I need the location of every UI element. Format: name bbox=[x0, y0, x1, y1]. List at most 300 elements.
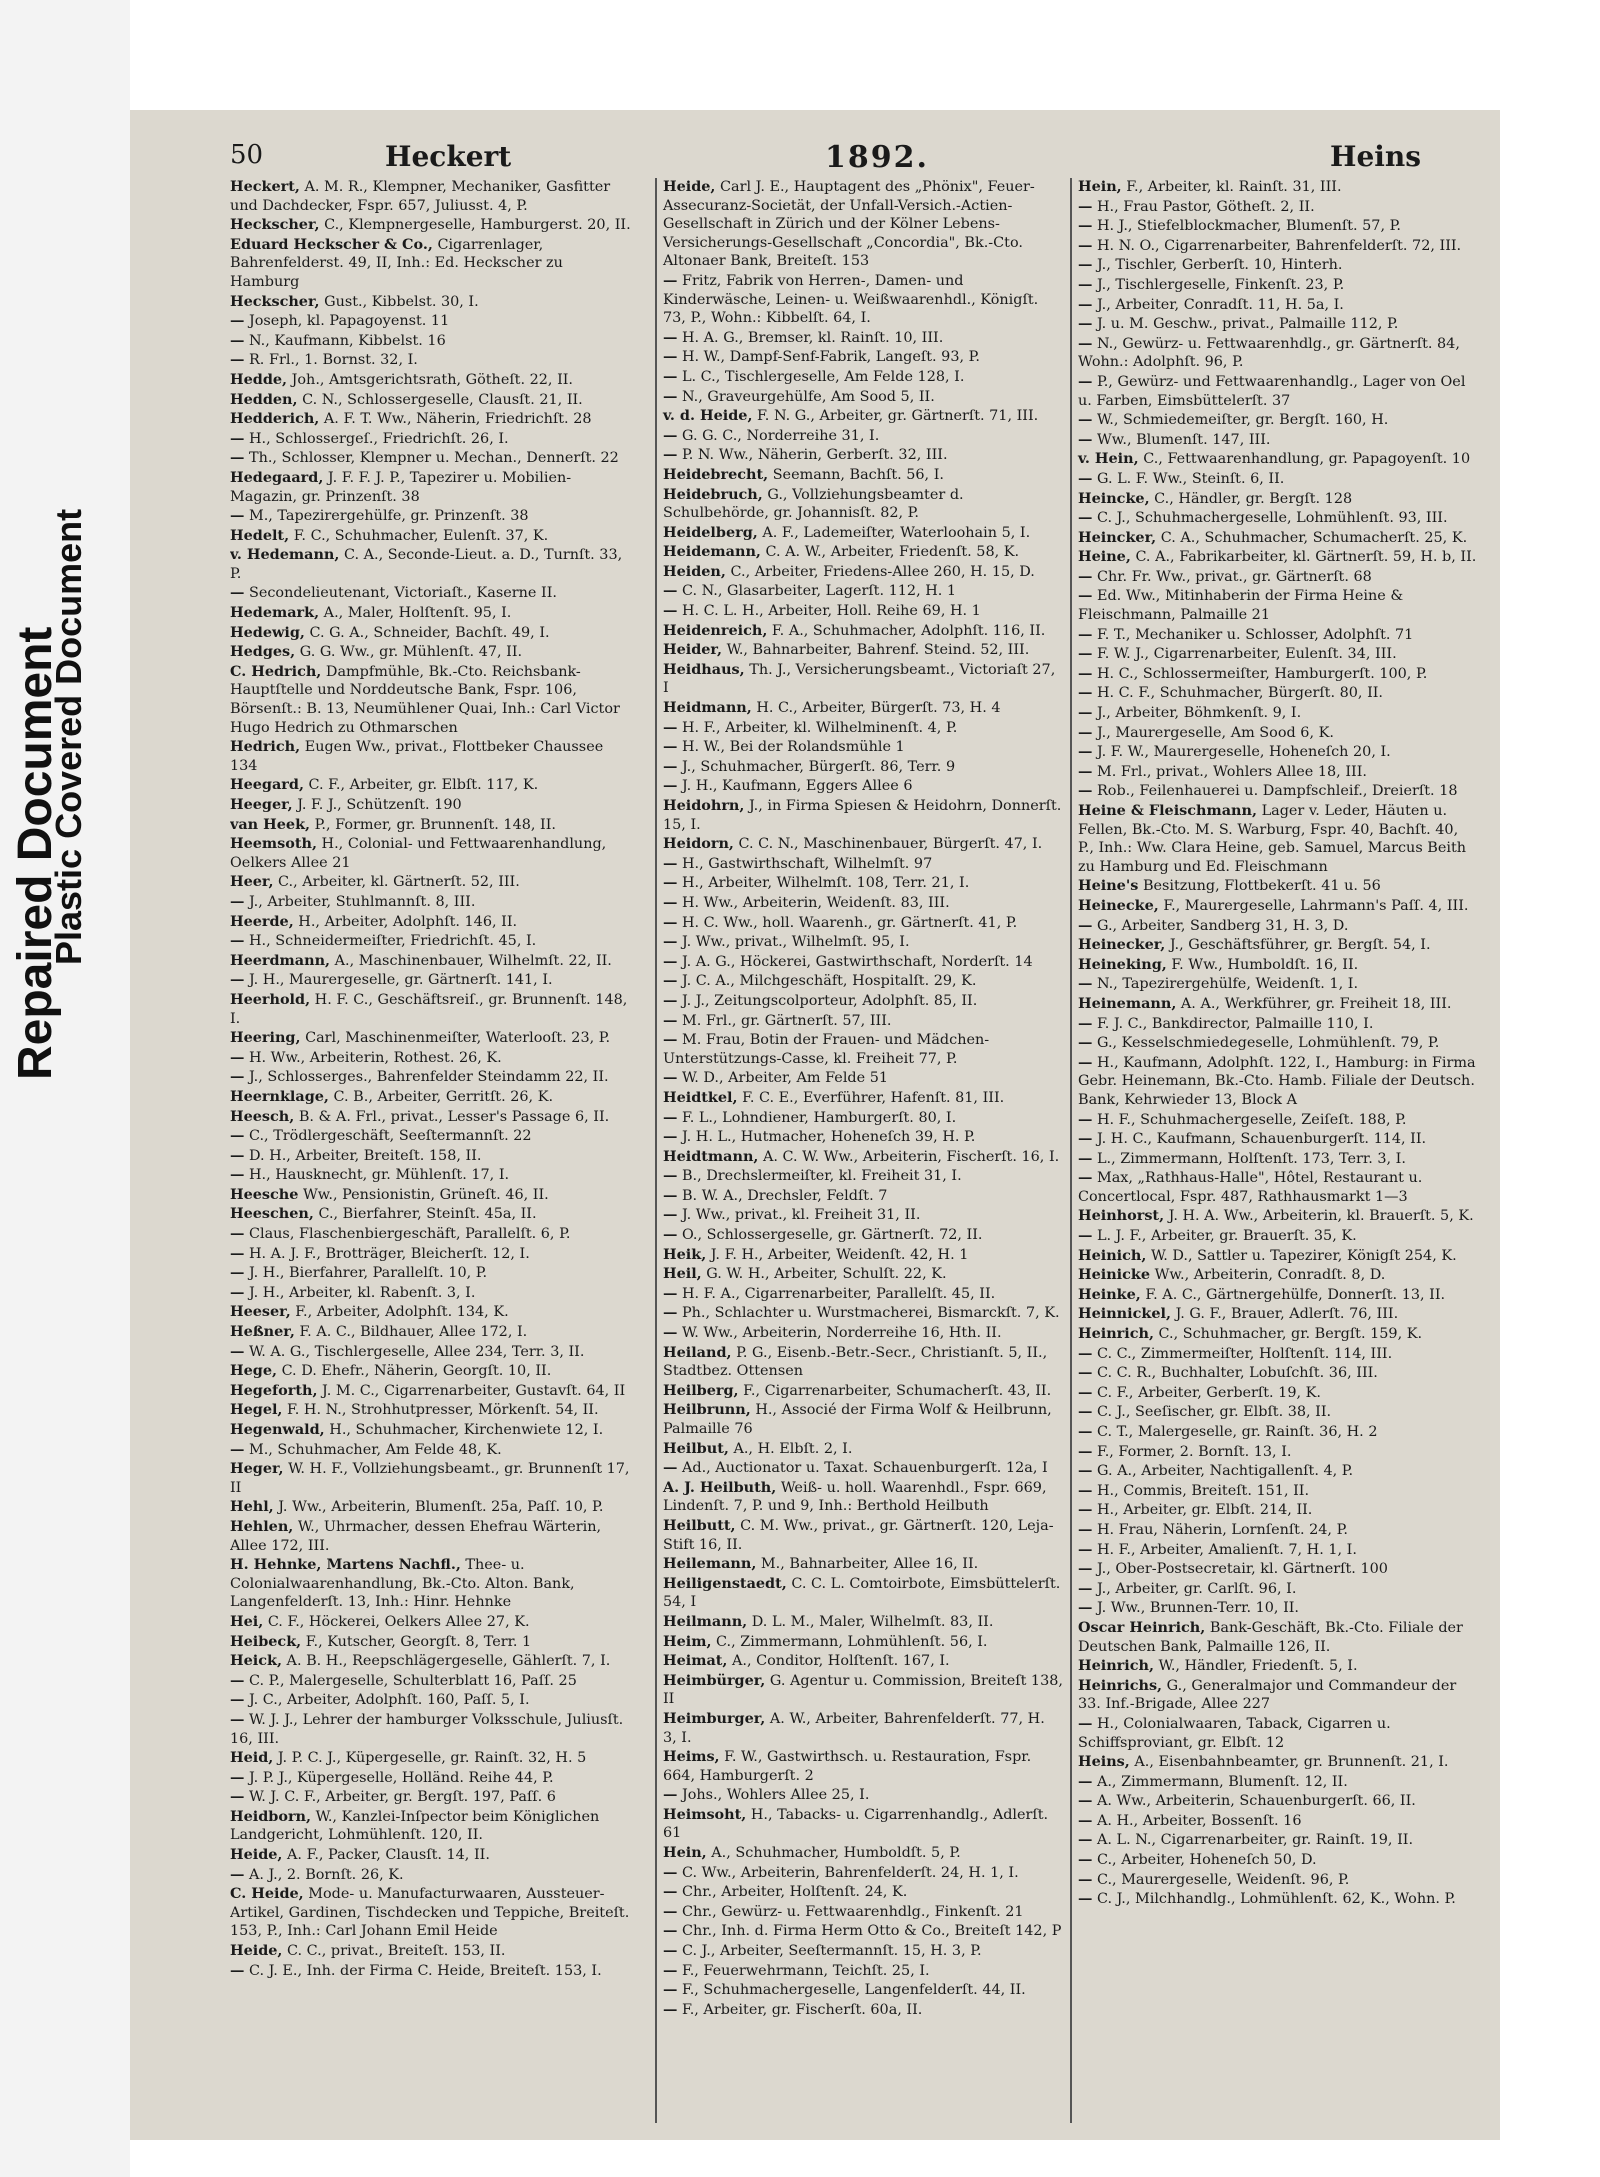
entry-name: Heimat, bbox=[663, 1652, 728, 1670]
entry-details: H., Colonial- und Fettwaarenhandlung, Oelkers Allee 21 bbox=[230, 836, 607, 871]
directory-entry bbox=[1078, 1501, 1478, 1520]
directory-entry bbox=[230, 776, 635, 795]
directory-entry bbox=[1078, 587, 1478, 624]
directory-entry bbox=[230, 507, 635, 526]
directory-entry bbox=[1078, 1521, 1478, 1540]
directory-entry bbox=[663, 1440, 1063, 1459]
entry-name: — bbox=[1078, 1540, 1093, 1558]
entry-name: — bbox=[1078, 411, 1093, 429]
entry-name: Heerde, bbox=[230, 912, 294, 930]
directory-entry bbox=[663, 874, 1063, 893]
entry-name: — bbox=[230, 1671, 245, 1689]
entry-details: F., Cigarrenarbeiter, Schumacherſt. 43, II. bbox=[743, 1382, 1052, 1399]
entry-name: — bbox=[1078, 295, 1093, 313]
directory-entry bbox=[1078, 1364, 1478, 1383]
entry-details: B. & A. Frl., privat., Lesser's Passage 6, II. bbox=[298, 1108, 610, 1125]
directory-entry bbox=[230, 932, 635, 951]
entry-name: Heeger, bbox=[230, 796, 293, 813]
directory-entry bbox=[230, 1421, 635, 1440]
entry-name: — bbox=[1078, 197, 1093, 215]
entry-details: F. H. N., Strohhutpresser, Mörkenſt. 54, II. bbox=[287, 1402, 599, 1419]
directory-entry bbox=[663, 466, 1063, 485]
entry-details: Ed. Ww., Mitinhaberin der Firma Heine & Fleischmann, Palmaille 21 bbox=[1078, 588, 1404, 624]
directory-entry bbox=[663, 1167, 1063, 1186]
entry-details: J., Arbeiter, Stuhlmannſt. 8, III. bbox=[248, 893, 476, 910]
entry-details: H. C. F., Schuhmacher, Bürgerſt. 80, II. bbox=[1096, 685, 1384, 702]
entry-name: — bbox=[230, 1865, 245, 1883]
entry-name: — bbox=[663, 991, 678, 1009]
entry-name: Hedegaard, bbox=[230, 468, 324, 486]
entry-details: A., Maler, Holſtenſt. 95, I. bbox=[323, 605, 512, 622]
directory-entry bbox=[230, 1186, 635, 1205]
side-banner bbox=[0, 0, 130, 2177]
entry-details: J. F. W., Maurergeselle, Hoheneſch 20, I. bbox=[1096, 744, 1391, 761]
entry-details: G., Vollziehungsbeamter d. Schulbehörde, gr. Johannisſt. 82, P. bbox=[663, 486, 964, 522]
directory-entry bbox=[230, 1382, 635, 1401]
entry-name: — bbox=[1078, 1364, 1093, 1382]
directory-entry bbox=[230, 449, 635, 468]
entry-name: Heinecker, bbox=[1078, 936, 1166, 954]
directory-entry bbox=[1078, 1207, 1478, 1226]
entry-details: H. F. A., Cigarrenarbeiter, Parallelſt. 45, II. bbox=[681, 1285, 996, 1302]
entry-details: Joseph, kl. Papagoyenst. 11 bbox=[248, 313, 450, 330]
directory-entry bbox=[663, 1786, 1063, 1805]
year-heading: 1892. bbox=[825, 140, 929, 175]
entry-details: A. M. R., Klempner, Mechaniker, Gasfitter und Dachdecker, Fspr. 657, Juliusst. 4, P. bbox=[230, 179, 611, 214]
directory-entry bbox=[230, 584, 635, 603]
entry-name: — bbox=[663, 893, 678, 911]
entry-name: Hehlen, bbox=[230, 1517, 294, 1535]
directory-entry bbox=[230, 1846, 635, 1865]
entry-name: v. d. Heide, bbox=[663, 407, 753, 425]
entry-details: H., Arbeiter, Adolphſt. 146, II. bbox=[298, 913, 518, 930]
directory-entry bbox=[663, 1285, 1063, 1304]
directory-entry bbox=[1078, 1715, 1478, 1752]
entry-details: H. N. O., Cigarrenarbeiter, Bahrenfelderſt. 72, III. bbox=[1096, 237, 1462, 254]
directory-entry bbox=[663, 486, 1063, 523]
entry-name: — bbox=[230, 584, 245, 602]
directory-entry bbox=[230, 1362, 635, 1381]
entry-name: — bbox=[663, 972, 678, 990]
directory-entry bbox=[1078, 1111, 1478, 1130]
directory-entry bbox=[1078, 1851, 1478, 1870]
entry-name: H. Hehnke, Martens Nachfl., bbox=[230, 1556, 461, 1574]
entry-name: Hegenwald, bbox=[230, 1421, 325, 1438]
entry-details: C. G. A., Schneider, Bachſt. 49, I. bbox=[309, 624, 550, 641]
entry-name: — bbox=[230, 1283, 245, 1301]
entry-name: — bbox=[663, 1206, 678, 1224]
left-running-head: Heckert bbox=[385, 140, 512, 173]
entry-details: J. A. G., Höckerei, Gastwirthschaft, Norderſt. 14 bbox=[681, 953, 1033, 970]
entry-name: Heer, bbox=[230, 873, 274, 891]
directory-entry bbox=[1078, 490, 1478, 509]
directory-entry bbox=[663, 524, 1063, 543]
entry-details: F., Arbeiter, gr. Fischerſt. 60a, II. bbox=[681, 2001, 923, 2018]
entry-name: — bbox=[663, 582, 678, 600]
entry-name: — bbox=[663, 738, 678, 756]
entry-name: Heidemann, bbox=[663, 543, 761, 561]
directory-entry bbox=[663, 1226, 1063, 1245]
directory-entry bbox=[663, 602, 1063, 621]
directory-entry bbox=[230, 952, 635, 971]
entry-details: Claus, Flaschenbiergeschäft, Parallelſt. 6, P. bbox=[248, 1226, 571, 1243]
entry-details: J. F. F. J. P., Tapezirer u. Mobilien-Magazin, gr. Prinzenſt. 38 bbox=[230, 469, 572, 505]
directory-entry bbox=[663, 1864, 1063, 1883]
entry-details: Chr., Arbeiter, Holſtenſt. 24, K. bbox=[681, 1884, 908, 1901]
entry-details: J. Ww., privat., Wilhelmſt. 95, I. bbox=[681, 934, 910, 951]
entry-details: A. A., Werkführer, gr. Freiheit 18, III. bbox=[1180, 995, 1452, 1012]
entry-name: Hei, bbox=[230, 1612, 264, 1630]
entry-name: — bbox=[1078, 1130, 1093, 1148]
directory-entry bbox=[1078, 782, 1478, 801]
entry-details: G. G. C., Norderreihe 31, I. bbox=[681, 427, 880, 444]
directory-entry bbox=[230, 1460, 635, 1497]
directory-entry bbox=[663, 1575, 1063, 1612]
directory-entry bbox=[230, 1343, 635, 1362]
entry-details: C. N., Schlossergeselle, Clausſt. 21, II. bbox=[302, 391, 583, 408]
entry-name: Heine's bbox=[1078, 877, 1139, 895]
entry-details: P., Former, gr. Brunnenſt. 148, II. bbox=[314, 816, 556, 833]
entry-details: C., Klempnergeselle, Hamburgerst. 20, II. bbox=[324, 217, 631, 234]
entry-name: Heidorn, bbox=[663, 835, 734, 853]
entry-details: J. M. C., Cigarrenarbeiter, Gustavſt. 64, II bbox=[322, 1382, 626, 1399]
directory-entry bbox=[230, 410, 635, 429]
directory-entry bbox=[230, 312, 635, 331]
entry-name: Heilbrunn, bbox=[663, 1401, 751, 1419]
entry-name: Hedde, bbox=[230, 370, 288, 388]
entry-name: — bbox=[1078, 1870, 1093, 1888]
directory-entry bbox=[230, 1652, 635, 1671]
entry-details: Ww., Pensionistin, Grüneſt. 46, II. bbox=[302, 1186, 549, 1203]
directory-entry bbox=[1078, 335, 1478, 372]
entry-details: H. A. G., Bremser, kl. Rainſt. 10, III. bbox=[681, 329, 944, 346]
entry-name: v. Hedemann, bbox=[230, 546, 340, 564]
entry-name: — bbox=[1078, 1579, 1093, 1597]
directory-entry bbox=[663, 894, 1063, 913]
entry-details: F. W. J., Cigarrenarbeiter, Eulenſt. 34, III. bbox=[1096, 646, 1397, 663]
entry-details: J. Ww., privat., kl. Freiheit 31, II. bbox=[681, 1207, 921, 1224]
directory-entry bbox=[230, 1068, 635, 1087]
entry-details: Cigarrenlager, Bahrenfelderst. 49, II, Inh.: Ed. Heckscher zu Hamburg bbox=[230, 236, 563, 290]
entry-details: J. H., Kaufmann, Eggers Allee 6 bbox=[681, 778, 913, 795]
entry-details: F. C. E., Everführer, Hafenſt. 81, III. bbox=[742, 1089, 1005, 1106]
entry-name: — bbox=[1078, 1792, 1093, 1810]
directory-entry bbox=[663, 407, 1063, 426]
entry-name: — bbox=[663, 1863, 678, 1881]
entry-name: Heik, bbox=[663, 1245, 707, 1263]
entry-details: G., Generalmajor und Commandeur der 33. Inf.-Brigade, Allee 227 bbox=[1078, 1677, 1457, 1713]
entry-name: — bbox=[1078, 723, 1093, 741]
directory-entry bbox=[230, 1711, 635, 1748]
entry-details: G. G. Ww., gr. Mühlenſt. 47, II. bbox=[299, 644, 523, 661]
entry-name: Heidtmann, bbox=[663, 1147, 759, 1165]
directory-entry bbox=[1078, 956, 1478, 975]
banner-line-repaired: Repaired Document bbox=[9, 626, 62, 1080]
entry-name: Heidelberg, bbox=[663, 523, 758, 541]
directory-entry bbox=[663, 1304, 1063, 1323]
directory-entry bbox=[1078, 645, 1478, 664]
entry-details: F. W., Gastwirthsch. u. Restauration, Fspr. 664, Hamburgerſt. 2 bbox=[663, 1749, 1032, 1784]
entry-details: Besitzung, Flottbekerſt. 41 u. 56 bbox=[1142, 878, 1381, 895]
directory-entry bbox=[1078, 936, 1478, 955]
entry-name: — bbox=[663, 1922, 678, 1940]
entry-details: O., Schlossergeselle, gr. Gärtnerſt. 72, II. bbox=[681, 1227, 983, 1244]
entry-name: — bbox=[230, 331, 245, 349]
entry-details: H. W., Dampf-Senf-Fabrik, Langeſt. 93, P. bbox=[681, 349, 980, 366]
directory-entry bbox=[1078, 548, 1478, 567]
directory-entry bbox=[1078, 1325, 1478, 1344]
entry-name: — bbox=[230, 932, 245, 950]
entry-name: Hege, bbox=[230, 1362, 277, 1380]
entry-name: — bbox=[230, 1225, 245, 1243]
entry-name: Hedelt, bbox=[230, 526, 290, 544]
entry-name: — bbox=[663, 1961, 678, 1979]
entry-details: C. A. W., Arbeiter, Friedenſt. 58, K. bbox=[765, 544, 1020, 561]
entry-details: Th., Schlosser, Klempner u. Mechan., Dennerſt. 22 bbox=[248, 450, 619, 467]
directory-page bbox=[130, 110, 1500, 2140]
entry-details: F. Ww., Humboldſt. 16, II. bbox=[1171, 956, 1359, 973]
entry-details: J., Arbeiter, gr. Carlſt. 96, I. bbox=[1096, 1580, 1297, 1597]
entry-details: A., Conditor, Holſtenſt. 167, I. bbox=[732, 1653, 950, 1670]
entry-details: J., Schuhmacher, Bürgerſt. 86, Terr. 9 bbox=[681, 758, 956, 775]
entry-name: — bbox=[230, 1166, 245, 1184]
entry-details: H., Colonialwaaren, Taback, Cigarren u. Schiffsproviant, gr. Elbſt. 12 bbox=[1078, 1715, 1391, 1751]
directory-entry bbox=[663, 1459, 1063, 1478]
directory-entry bbox=[663, 797, 1063, 834]
entry-details: H. F., Schuhmachergeselle, Zeiſeſt. 188, P. bbox=[1096, 1111, 1407, 1128]
entry-name: Heid, bbox=[230, 1749, 274, 1767]
entry-details: F., Arbeiter, Adolphſt. 134, K. bbox=[295, 1304, 509, 1321]
entry-name: Heidohrn, bbox=[663, 797, 745, 814]
directory-entry bbox=[1078, 1753, 1478, 1772]
directory-entry bbox=[1078, 724, 1478, 743]
directory-entry bbox=[230, 991, 635, 1028]
directory-entry bbox=[230, 469, 635, 506]
entry-name: Heimbürger, bbox=[663, 1671, 766, 1689]
entry-name: — bbox=[230, 1710, 245, 1728]
entry-name: — bbox=[1078, 1851, 1093, 1869]
entry-details: H., Frau Pastor, Götheſt. 2, II. bbox=[1096, 198, 1315, 215]
directory-entry bbox=[230, 1788, 635, 1807]
directory-entry bbox=[230, 1029, 635, 1048]
directory-entry bbox=[663, 1479, 1063, 1516]
directory-entry bbox=[230, 1284, 635, 1303]
entry-name: — bbox=[663, 1459, 678, 1477]
entry-details: J., Schlosserges., Bahrenfelder Steindamm 22, II. bbox=[248, 1069, 609, 1086]
directory-entry bbox=[1078, 1227, 1478, 1246]
directory-entry bbox=[663, 582, 1063, 601]
entry-name: Heidmann, bbox=[663, 699, 752, 717]
entry-name: — bbox=[1078, 1772, 1093, 1790]
entry-details: Chr., Inh. d. Firma Herm Otto & Co., Breiteſt 142, P bbox=[681, 1923, 1062, 1940]
entry-details: H. C. Ww., holl. Waarenh., gr. Gärtnerſt. 41, P. bbox=[681, 914, 1018, 931]
entry-name: Hedemark, bbox=[230, 604, 320, 622]
entry-details: W., Bahnarbeiter, Bahrenf. Steind. 52, III. bbox=[726, 642, 1030, 659]
entry-details: C. F., Höckerei, Oelkers Allee 27, K. bbox=[267, 1613, 530, 1630]
entry-details: C. T., Malergeselle, gr. Rainſt. 36, H. 2 bbox=[1096, 1424, 1378, 1440]
entry-name: Heilbut, bbox=[663, 1439, 729, 1457]
entry-name: Heilberg, bbox=[663, 1381, 739, 1399]
directory-entry bbox=[1078, 1266, 1478, 1285]
entry-name: — bbox=[663, 2000, 678, 2018]
directory-entry bbox=[663, 272, 1063, 328]
entry-name: — bbox=[1078, 1110, 1093, 1128]
entry-details: Rob., Feilenhauerei u. Dampfschleif., Dreierſt. 18 bbox=[1096, 783, 1458, 800]
entry-details: H., Arbeiter, Wilhelmſt. 108, Terr. 21, I. bbox=[681, 875, 970, 892]
entry-details: Max, „Rathhaus-Halle", Hôtel, Restaurant u. Concertlocal, Fspr. 487, Rathhausmarkt 1—3 bbox=[1078, 1170, 1423, 1205]
entry-name: Heerhold, bbox=[230, 990, 311, 1008]
entry-name: — bbox=[663, 874, 678, 892]
entry-name: Heiligenstaedt, bbox=[663, 1574, 787, 1592]
directory-entry bbox=[663, 835, 1063, 854]
entry-details: W., Schmiedemeiſter, gr. Bergſt. 160, H. bbox=[1096, 412, 1389, 429]
entry-details: C. C., privat., Breiteſt. 153, II. bbox=[287, 1943, 506, 1960]
directory-entry bbox=[1078, 995, 1478, 1014]
entry-details: Carl, Maschinenmeiſter, Waterlooſt. 23, P. bbox=[305, 1030, 611, 1047]
directory-entry bbox=[663, 329, 1063, 348]
entry-name: — bbox=[1078, 1890, 1093, 1908]
entry-details: G. Agentur u. Commission, Breiteſt 138, II bbox=[663, 1672, 1063, 1708]
entry-name: — bbox=[1078, 567, 1093, 585]
directory-entry bbox=[1078, 1345, 1478, 1364]
entry-name: — bbox=[1078, 256, 1093, 274]
entry-details: Dampfmühle, Bk.-Cto. Reichsbank-Hauptſtelle und Norddeutsche Bank, Fspr. 106, Börsenſt.: B. 13, Neumühlener Quai, Inh.: Carl Victor Hugo Hedrich zu Othmarschen bbox=[230, 663, 620, 736]
directory-entry bbox=[1078, 1619, 1478, 1656]
entry-details: W. D., Sattler u. Tapezirer, Königſt 254, K. bbox=[1150, 1247, 1457, 1264]
directory-entry bbox=[663, 368, 1063, 387]
entry-details: J. H. L., Hutmacher, Hoheneſch 39, H. P. bbox=[681, 1129, 976, 1146]
entry-name: Heimsoht, bbox=[663, 1805, 747, 1823]
entry-details: M. Frl., gr. Gärtnerſt. 57, III. bbox=[681, 1012, 892, 1029]
entry-details: J. Ww., Brunnen-Terr. 10, II. bbox=[1096, 1600, 1300, 1617]
entry-details: H., Gastwirthschaft, Wilhelmſt. 97 bbox=[681, 855, 933, 872]
directory-entry bbox=[230, 391, 635, 410]
entry-name: — bbox=[1078, 1403, 1093, 1421]
directory-entry bbox=[1078, 1580, 1478, 1599]
entry-details: P. G., Eisenb.-Betr.-Secr., Christianſt. 5, II., Stadtbez. Ottensen bbox=[663, 1344, 1048, 1380]
entry-name: Heineking, bbox=[1078, 955, 1167, 973]
entry-details: H., Tabacks- u. Cigarrenhandlg., Adlerſt. 61 bbox=[663, 1806, 1049, 1842]
entry-details: A. C. W. Ww., Arbeiterin, Fischerſt. 16, I. bbox=[763, 1148, 1060, 1165]
entry-details: G., Arbeiter, Sandberg 31, H. 3, D. bbox=[1096, 917, 1349, 934]
entry-details: J., Arbeiter, Böhmkenſt. 9, I. bbox=[1096, 705, 1302, 722]
entry-details: A., Zimmermann, Blumenſt. 12, II. bbox=[1096, 1773, 1348, 1790]
directory-entry bbox=[663, 1981, 1063, 2000]
directory-entry bbox=[1078, 470, 1478, 489]
entry-details: Lager v. Leder, Häuten u. Fellen, Bk.-Cto. M. S. Warburg, Fspr. 40, Bachſt. 40, P., Inh.: Ww. Clara Heine, geb. Samuel, Marcus Beith zu Hamburg und Ed. Fleischmann bbox=[1078, 803, 1467, 875]
directory-entry bbox=[1078, 897, 1478, 916]
entry-details: Carl J. E., Hauptagent des „Phönix", Feuer-Assecuranz-Societät, der Unfall-Versich.-Actien-Gesellschaft in Zürich und der Kölner Lebens-Versicherungs-Gesellschaft „Concordia", Bk.-Cto. Altonaer Bank, Breiteſt. 153 bbox=[663, 179, 1035, 270]
entry-details: J. F. H., Arbeiter, Weidenſt. 42, H. 1 bbox=[710, 1246, 969, 1263]
entry-details: G. W. H., Arbeiter, Schulſt. 22, K. bbox=[706, 1266, 947, 1283]
entry-name: Heilemann, bbox=[663, 1555, 757, 1573]
entry-details: D. L. M., Maler, Wilhelmſt. 83, II. bbox=[751, 1613, 994, 1630]
directory-entry bbox=[1078, 1015, 1478, 1034]
entry-details: Gust., Kibbelst. 30, I. bbox=[324, 293, 479, 310]
directory-entry bbox=[230, 1205, 635, 1224]
directory-entry bbox=[663, 1922, 1063, 1941]
entry-name: Heinke, bbox=[1078, 1285, 1141, 1303]
entry-details: J. H. C., Kaufmann, Schauenburgerſt. 114, II. bbox=[1096, 1131, 1427, 1148]
entry-details: C. J., Seeſischer, gr. Elbſt. 38, II. bbox=[1096, 1404, 1332, 1421]
directory-entry bbox=[1078, 237, 1478, 256]
entry-name: — bbox=[663, 446, 678, 464]
entry-name: — bbox=[663, 1069, 678, 1087]
directory-entry bbox=[1078, 1812, 1478, 1831]
directory-entry bbox=[230, 1127, 635, 1146]
directory-entry bbox=[230, 1769, 635, 1788]
entry-details: Ww., Blumenſt. 147, III. bbox=[1096, 431, 1271, 448]
entry-name: — bbox=[663, 367, 678, 385]
entry-name: — bbox=[663, 1226, 678, 1244]
entry-name: Heinrich, bbox=[1078, 1657, 1154, 1675]
entry-details: C. C., Zimmermeiſter, Holſtenſt. 114, III. bbox=[1096, 1345, 1393, 1362]
directory-entry bbox=[663, 178, 1063, 271]
entry-details: C. A., Schuhmacher, Schumacherſt. 25, K. bbox=[1160, 529, 1468, 546]
entry-details: J. G. F., Brauer, Adlerſt. 76, III. bbox=[1175, 1306, 1399, 1323]
entry-details: J. Ww., Arbeiterin, Blumenſt. 25a, Paſſ. 10, P. bbox=[278, 1499, 604, 1516]
entry-details: G. A., Arbeiter, Nachtigallenſt. 4, P. bbox=[1096, 1463, 1354, 1480]
entry-details: N., Kaufmann, Kibbelst. 16 bbox=[248, 332, 446, 349]
directory-entry bbox=[1078, 1150, 1478, 1169]
directory-entry bbox=[1078, 1657, 1478, 1676]
entry-name: Hedges, bbox=[230, 643, 296, 661]
entry-name: Hegeforth, bbox=[230, 1381, 318, 1399]
directory-entry bbox=[1078, 917, 1478, 936]
entry-details: W. D., Arbeiter, Am Felde 51 bbox=[681, 1070, 889, 1087]
directory-entry bbox=[230, 1613, 635, 1632]
entry-details: F., Kutscher, Georgſt. 8, Terr. 1 bbox=[305, 1633, 532, 1650]
directory-entry bbox=[230, 430, 635, 449]
directory-entry bbox=[663, 1710, 1063, 1747]
banner-line-plastic: Plastic Covered Document bbox=[48, 508, 89, 965]
entry-details: J. C., Arbeiter, Adolphſt. 160, Paſſ. 5, I. bbox=[248, 1692, 530, 1709]
directory-entry bbox=[1078, 877, 1478, 896]
directory-entry bbox=[663, 992, 1063, 1011]
entry-name: Heesch, bbox=[230, 1107, 295, 1125]
entry-name: — bbox=[230, 1691, 245, 1709]
entry-details: J. H., Bierfahrer, Parallelſt. 10, P. bbox=[248, 1265, 488, 1282]
directory-entry bbox=[663, 855, 1063, 874]
entry-details: A., Eisenbahnbeamter, gr. Brunnenſt. 21, I. bbox=[1134, 1754, 1449, 1771]
directory-entry bbox=[663, 1633, 1063, 1652]
entry-details: J., Geschäftsführer, gr. Bergſt. 54, I. bbox=[1169, 937, 1431, 954]
entry-name: Heiland, bbox=[663, 1343, 732, 1361]
directory-entry bbox=[663, 1672, 1063, 1709]
entry-name: Heßner, bbox=[230, 1323, 295, 1341]
entry-name: — bbox=[230, 1068, 245, 1086]
directory-entry bbox=[663, 1069, 1063, 1088]
entry-name: — bbox=[663, 1011, 678, 1029]
directory-entry bbox=[663, 1206, 1063, 1225]
entry-details: C., Arbeiter, Hoheneſch 50, D. bbox=[1096, 1852, 1317, 1869]
entry-name: Heger, bbox=[230, 1460, 284, 1478]
entry-details: A. F., Packer, Clausſt. 14, II. bbox=[287, 1847, 490, 1864]
directory-entry bbox=[663, 1613, 1063, 1632]
entry-name: Heegard, bbox=[230, 776, 304, 794]
directory-entry bbox=[230, 971, 635, 990]
entry-details: C. J. E., Inh. der Firma C. Heide, Breiteſt. 153, I. bbox=[248, 1962, 602, 1979]
entry-details: F., Feuerwehrmann, Teichſt. 25, I. bbox=[681, 1962, 930, 1979]
entry-details: H. Ww., Arbeiterin, Rothest. 26, K. bbox=[248, 1049, 502, 1066]
entry-details: Fritz, Fabrik von Herren-, Damen- und Kinderwäsche, Leinen- u. Weißwaarenhdl., Königſt. 73, P., Wohn.: Kibbelſt. 64, I. bbox=[663, 272, 1039, 327]
directory-entry bbox=[230, 1147, 635, 1166]
directory-entry bbox=[1078, 1054, 1478, 1110]
entry-details: J. H., Maurergeselle, gr. Gärtnerſt. 141, I. bbox=[248, 972, 553, 989]
entry-name: — bbox=[230, 1127, 245, 1145]
directory-entry bbox=[1078, 1423, 1478, 1442]
entry-details: H. J., Stiefelblockmacher, Blumenſt. 57, P. bbox=[1096, 218, 1401, 235]
